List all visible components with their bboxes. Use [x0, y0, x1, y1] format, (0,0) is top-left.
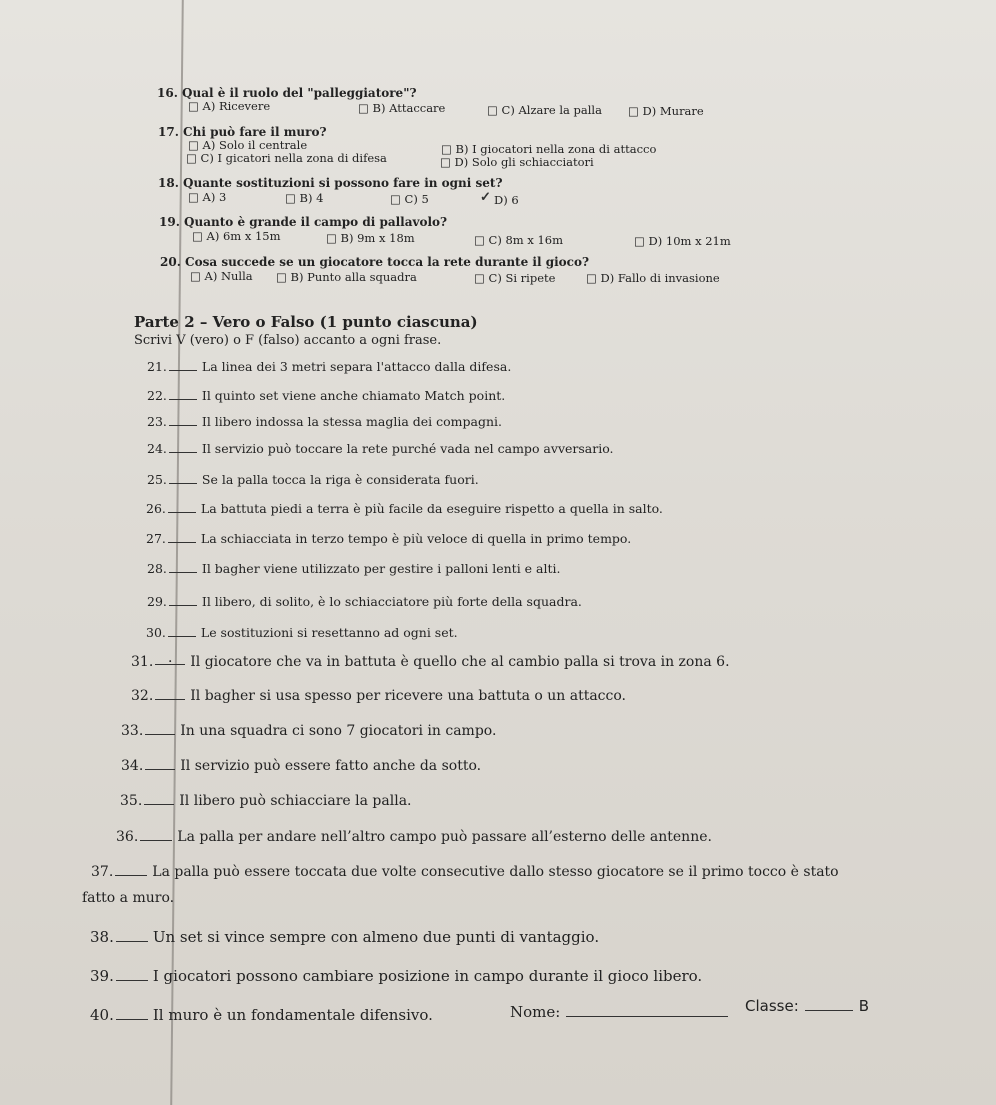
tf-item-29: 29. Il libero, di solito, è lo schiacciatore più forte della squadra. — [147, 594, 582, 609]
tf-item-30: 30. Le sostituzioni si resettanno ad ogni set. — [146, 625, 458, 640]
question-19: 19. Quanto è grande il campo di pallavolo? — [159, 215, 448, 229]
q16-option-b: □ B) Attaccare — [358, 101, 446, 115]
q16-option-d: □ D) Murare — [628, 104, 704, 118]
tf-item-32: 32. Il bagher si usa spesso per ricevere una battuta o un attacco. — [131, 688, 626, 704]
q17-option-c: □ C) I gicatori nella zona di difesa — [186, 151, 387, 165]
tf-item-33: 33. In una squadra ci sono 7 giocatori in campo. — [121, 723, 497, 739]
q19-option-a: □ A) 6m x 15m — [192, 229, 281, 243]
tf-item-37-continued: fatto a muro. — [82, 890, 175, 906]
q19-option-c: □ C) 8m x 16m — [474, 233, 564, 247]
q16-option-a: □ A) Ricevere — [188, 99, 271, 113]
tf-item-22: 22. Il quinto set viene anche chiamato Match point. — [147, 388, 506, 403]
question-20: 20. Cosa succede se un giocatore tocca la rete durante il gioco? — [160, 255, 589, 269]
tf-item-25: 25. Se la palla tocca la riga è considerata fuori. — [147, 472, 479, 487]
tf-item-27: 27. La schiacciata in terzo tempo è più veloce di quella in primo tempo. — [146, 531, 632, 546]
q19-option-d: □ D) 10m x 21m — [634, 234, 731, 248]
tf-item-28: 28. Il bagher viene utilizzato per gestire i palloni lenti e alti. — [147, 561, 561, 576]
tf-item-36: 36. La palla per andare nell’altro campo può passare all’esterno delle antenne. — [116, 829, 712, 845]
q17-option-b: □ B) I giocatori nella zona di attacco — [441, 142, 657, 156]
question-18: 18. Quante sostituzioni si possono fare in ogni set? — [158, 176, 503, 190]
tf-item-39: 39. I giocatori possono cambiare posizione in campo durante il gioco libero. — [90, 967, 703, 985]
q18-check-icon: ✓ — [480, 190, 491, 205]
q20-option-c: □ C) Si ripete — [474, 271, 556, 285]
q17-option-d: □ D) Solo gli schiacciatori — [440, 155, 594, 169]
classe-line — [805, 998, 853, 1011]
q20-option-a: □ A) Nulla — [190, 269, 253, 283]
nome-line — [566, 1004, 728, 1017]
q18-option-c: □ C) 5 — [390, 192, 429, 206]
tf-item-38: 38. Un set si vince sempre con almeno due punti di vantaggio. — [90, 928, 600, 946]
question-17: 17. Chi può fare il muro? — [158, 125, 327, 139]
nome-field — [510, 1003, 728, 1021]
tf-item-24: 24. Il servizio può toccare la rete purché vada nel campo avversario. — [147, 441, 614, 456]
classe-label: Classe: — [745, 997, 799, 1015]
tf-item-26: 26. La battuta piedi a terra è più facile da eseguire rispetto a quella in salto. — [146, 501, 663, 516]
q19-option-b: □ B) 9m x 18m — [326, 231, 415, 245]
q18-option-b: □ B) 4 — [285, 191, 324, 205]
tf-item-35: 35. Il libero può schiacciare la palla. — [120, 793, 412, 809]
part2-title: Parte 2 – Vero o Falso (1 punto ciascuna) — [134, 313, 478, 331]
tf-item-40: 40. Il muro è un fondamentale difensivo. — [90, 1006, 433, 1024]
q20-option-b: □ B) Punto alla squadra — [276, 270, 417, 284]
tf-item-23: 23. Il libero indossa la stessa maglia dei compagni. — [147, 414, 502, 429]
q18-option-d: D) 6 — [494, 193, 519, 207]
classe-value: B — [858, 997, 870, 1015]
tf-item-21: 21. La linea dei 3 metri separa l'attacco dalla difesa. — [147, 359, 512, 374]
tf-item-37: 37. La palla può essere toccata due volte consecutive dallo stesso giocatore se il primo tocco è stato — [91, 864, 839, 880]
tf-item-34: 34. Il servizio può essere fatto anche da sotto. — [121, 758, 482, 774]
classe-field — [745, 997, 869, 1015]
q20-option-d: □ D) Fallo di invasione — [586, 271, 720, 285]
part2-instructions: Scrivi V (vero) o F (falso) accanto a ogni frase. — [134, 333, 442, 348]
q31-mark: · — [168, 654, 173, 670]
tf-item-31: 31. · Il giocatore che va in battuta è quello che al cambio palla si trova in zona 6. — [131, 654, 730, 670]
nome-label: Nome: — [510, 1003, 561, 1021]
q16-option-c: □ C) Alzare la palla — [487, 103, 602, 117]
q18-option-a: □ A) 3 — [188, 190, 227, 204]
question-16: 16. Qual è il ruolo del "palleggiatore"? — [157, 86, 417, 100]
q17-option-a: □ A) Solo il centrale — [188, 138, 308, 152]
